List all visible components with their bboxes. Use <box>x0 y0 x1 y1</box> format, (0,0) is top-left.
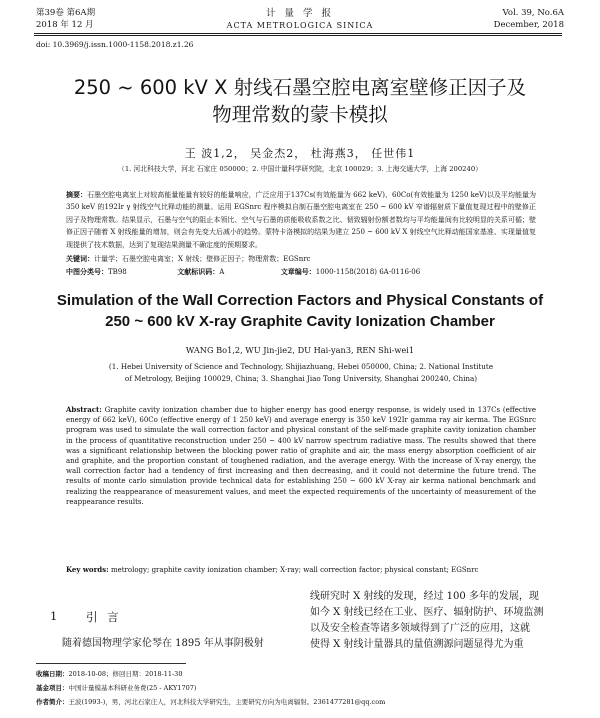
body-right-line1: 线研究时 X 射线的发现，经过 100 多年的发展，现 <box>310 591 539 602</box>
article-no-value: 1000-1158(2018) 6A-0116-06 <box>315 268 421 276</box>
fund-value: 中国计量模基本科研业务费(25 - AKY1707) <box>68 684 197 692</box>
section-number: 1 <box>50 609 58 623</box>
cn-keywords-text: 计量学；石墨空腔电离室；X 射线；壁修正因子；物理常数；EGSnrc <box>94 255 311 263</box>
body-right-line3: 以及安全检查等诸多领域得到了广泛的应用，这就 <box>310 623 530 634</box>
doc-code-value: A <box>219 268 225 276</box>
body-right-line4: 使得 X 射线计量器具的量值溯源问题显得尤为重 <box>310 639 524 650</box>
en-title-line2: 250 ~ 600 kV X-ray Graphite Cavity Ionization Chamber <box>105 313 495 330</box>
en-abstract <box>66 405 536 507</box>
volume-issue-cn: 第39卷 第6A期 <box>36 8 96 18</box>
fund-label: 基金项目： <box>36 684 69 692</box>
cn-classification-row <box>66 267 536 277</box>
article-no-label: 文章编号： <box>280 267 316 276</box>
en-affil-line1: (1. Hebei University of Science and Technology, Shijiazhuang, Hebei 050000, China; 2. National Institute <box>108 362 494 371</box>
en-abstract-text: Graphite cavity ionization chamber due to higher energy has good energy response, is widely used in 137Cs (effective energy of 662 keV), 60Co (effective energy of 1 250 keV) and average energy is 350 keV 192Ir gamma ray air kerma. The EGSnrc program was used to simulate the wall correction factor and physical constant of the self-made graphite cavity ionization chamber in the process of quantitative reconstruction under 250 ~ 400 kV narrow spectrum radiative mass. The results showed that there was a significant relationship between the blocking power ratio of graphite and air, the mass energy absorption coefficient of air and graphite, and the proportion constant of toughened radiation, and the average energy. With the increase of X-ray energy, the wall correction factor had a tendency of first increasing and then decreasing, and it could not determine the future trend. The results of monte carlo simulation provide technical data for establishing 250 ~ 600 kV X-ray air kerma national benchmark and realizing the reappearance of measurement values, and meet the expected requirements of the uncertainty of measurement of the reappearance results. <box>66 406 536 506</box>
footnote-fund <box>36 682 196 694</box>
received-value: 2018-10-08；修回日期：2018-11-30 <box>68 670 183 678</box>
footnote-rule <box>36 663 186 664</box>
journal-title-cn: 计 量 学 报 <box>265 8 335 19</box>
header-rule-thin <box>34 35 562 36</box>
en-keywords-text: metrology; graphite cavity ionization chamber; X-ray; wall correction factor; physical constant; EGSnrc <box>110 566 479 574</box>
cn-abstract <box>66 189 536 251</box>
footnote-author <box>36 696 576 708</box>
volume-issue-en: Vol. 39, No.6A <box>502 8 564 18</box>
doi[interactable]: doi: 10.3969/j.issn.1000-1158.2018.z1.26 <box>36 40 194 49</box>
date-en: December, 2018 <box>493 20 564 30</box>
author-value: 王波(1993-)，男，河北石家庄人，河北科技大学研究生，主要研究方向为电离辐射。2361477281@qq.com <box>68 698 386 706</box>
en-title-line1: Simulation of the Wall Correction Factors and Physical Constants of <box>56 292 544 309</box>
cn-abstract-label: 摘要： <box>66 190 88 199</box>
clc-label: 中图分类号： <box>66 267 108 276</box>
clc-value: TB98 <box>108 268 127 276</box>
footnote-received <box>36 668 182 680</box>
received-label: 收稿日期： <box>36 670 69 678</box>
cn-title-line1: 250 ~ 600 kV X 射线石墨空腔电离室壁修正因子及 <box>73 76 527 99</box>
en-authors: WANG Bo1,2, WU Jin-jie2, DU Hai-yan3, REN Shi-wei1 <box>185 345 415 355</box>
en-affil-line2: of Metrology, Beijing 100029, China; 3. Shanghai Jiao Tong University, Shanghai 200240, China) <box>124 374 478 383</box>
cn-keywords <box>66 253 536 265</box>
cn-title-line2: 物理常数的蒙卡模拟 <box>212 103 388 126</box>
en-abstract-label: Abstract: <box>66 405 102 414</box>
journal-title-en: ACTA METROLOGICA SINICA <box>226 21 374 30</box>
body-right-line2: 如今 X 射线已经在工业、医疗、辐射防护、环境监测 <box>310 607 544 618</box>
cn-affiliations: （1. 河北科技大学，河北 石家庄 050000；2. 中国计量科学研究院，北京 100029；3. 上海交通大学，上海 200240） <box>118 165 482 173</box>
doc-code-label: 文献标识码： <box>177 267 220 276</box>
cn-keywords-label: 关键词： <box>66 254 94 263</box>
cn-authors: 王 波1,2， 吴金杰2， 杜海燕3， 任世伟1 <box>184 147 416 160</box>
en-keywords <box>66 565 536 575</box>
body-left-line: 随着德国物理学家伦琴在 1895 年从事阴极射 <box>62 638 264 649</box>
author-label: 作者简介： <box>36 698 69 706</box>
header-rule <box>34 33 562 34</box>
date-cn: 2018 年 12 月 <box>36 20 94 30</box>
cn-abstract-text: 石墨空腔电离室上对较高能量能量有较好的能量响应，广泛应用于137Cs(有效能量为 662 keV)、60Co(有效能量为 1250 keV)以及平均能量为 350 keV 的192Ir γ 射线空气比释动能的测量。运用 EGSnrc 程序模拟自制石墨空腔电离室在 250 ~ 600 kV 窄谱辐射质下量值复现过程中的壁修正因子及物理常数。结果显示，石墨与空气的阻止本领比、空气与石墨的质能吸收系数之比、韧致辐射份额者数均与平均能量间有比较明显的关系可循；壁修正因子随着 X 射线能量的增加，则会有先变大后减小的趋势。蒙特卡洛模拟的结果为建立 250 ~ 600 kV X 射线空气比释动能国家基准、实现量值复现提供了技术数据，达到了复现结果测量不确定度的预期要求。 <box>66 191 536 249</box>
section-title: 引 言 <box>86 610 122 624</box>
en-keywords-label: Key words: <box>66 565 109 574</box>
